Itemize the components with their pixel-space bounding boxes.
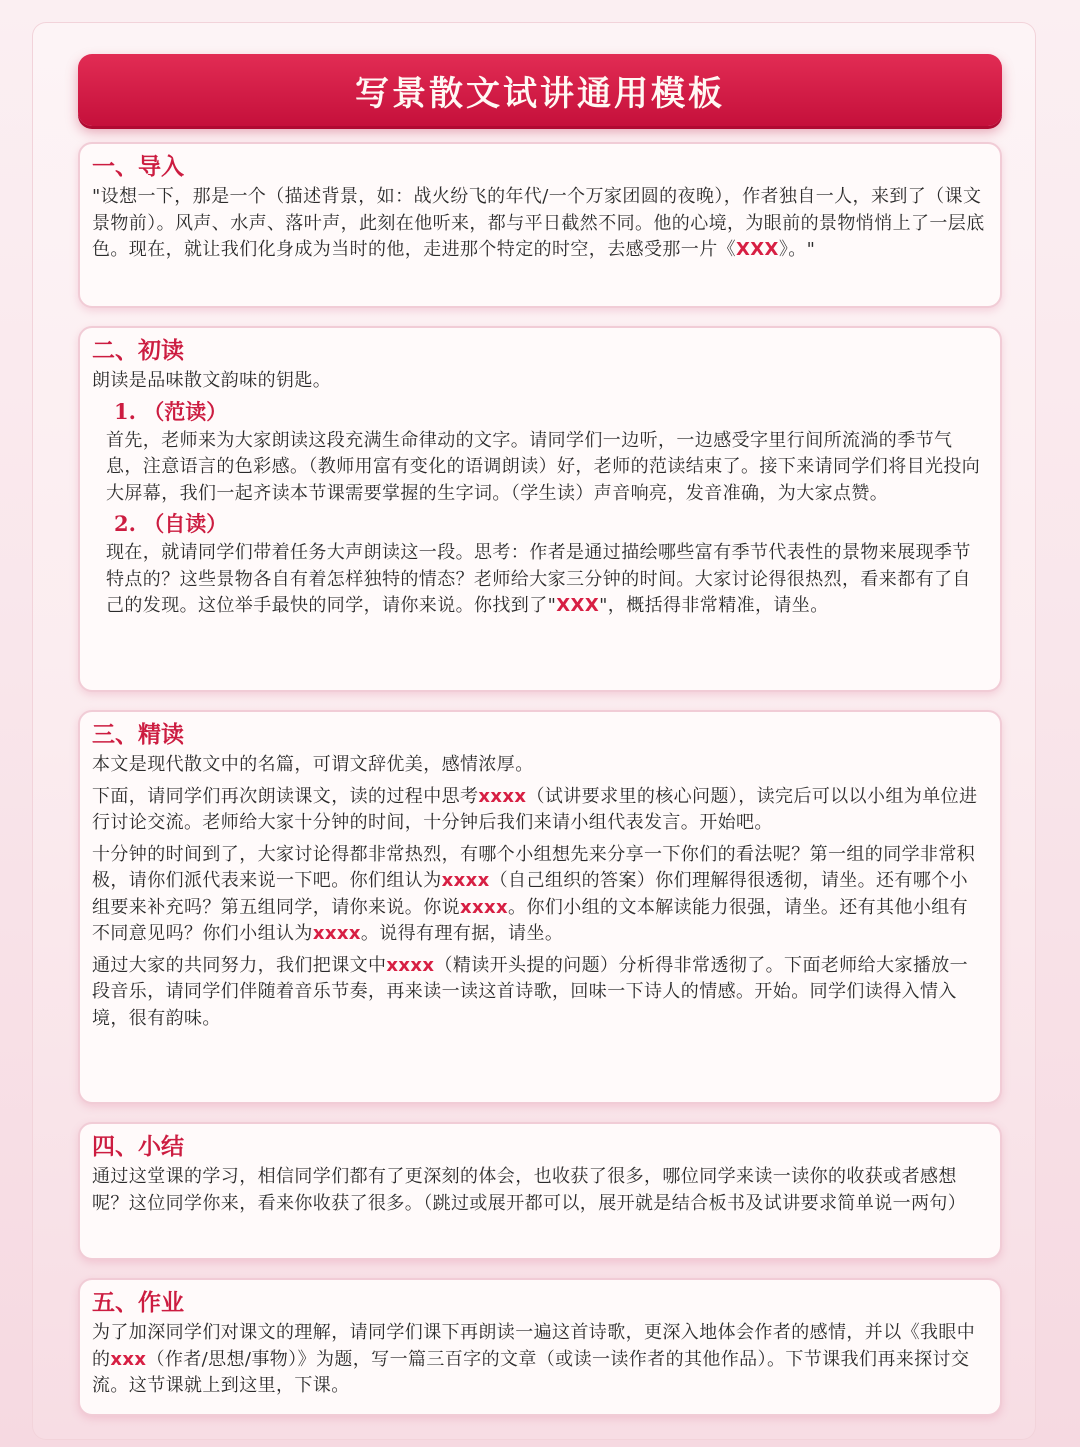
placeholder-highlight: xxxx — [386, 954, 435, 976]
section-paragraph — [92, 1320, 986, 1400]
section-heading: 一、导入 — [92, 153, 184, 180]
section-heading: 三、精读 — [92, 721, 184, 748]
placeholder-highlight: xxxx — [478, 785, 527, 807]
section-heading: 四、小结 — [92, 1133, 184, 1160]
placeholder-highlight: xxx — [110, 1348, 147, 1370]
section-intro — [78, 142, 1002, 308]
section-paragraph — [92, 842, 986, 948]
text-run: 》。" — [778, 239, 816, 260]
section-paragraph: 通过这堂课的学习，相信同学们都有了更深刻的体会，也收获了很多，哪位同学来读一读你的收获或者感想呢？这位同学你来，看来你收获了很多。（跳过或展开都可以，展开就是结合板书及试讲要求简单说一两句） — [92, 1166, 967, 1214]
text-run: 十分钟的时间到了，大家讨论得都非常热烈，有哪个小组想先来分享一下你们的看法呢？第一组的同学非常积极，请你们派代表来说一下吧。你们组认为 — [92, 843, 976, 891]
text-run: "，概括得非常精准，请坐。 — [599, 595, 829, 616]
section-close-reading — [78, 710, 1002, 1104]
title-banner — [78, 54, 1002, 126]
text-run: （试讲要求里的核心问题），读完后可以以小组为单位进行讨论交流。老师给大家十分钟的时间，十分钟后我们来请小组代表发言。开始吧。 — [92, 785, 978, 833]
placeholder-highlight: xxxx — [460, 896, 509, 918]
text-run: 。说得有理有据，请坐。 — [360, 923, 564, 944]
text-run: （作者/思想/事物）》为题，写一篇三百字的文章（或读一读作者的其他作品）。下节课我们再来探讨交流。这节课就上到这里，下课。 — [92, 1348, 970, 1396]
text-run: （精读开头提的问题）分析得非常透彻了。下面老师给大家播放一段音乐，请同学们伴随着音乐节奏，再来读一读这首诗歌，回味一下诗人的情感。开始。同学们读得入情入境，很有韵味。 — [92, 954, 969, 1029]
section-paragraph — [92, 784, 986, 837]
section-homework — [78, 1278, 1002, 1416]
section-heading: 五、作业 — [92, 1289, 184, 1316]
text-run: 通过大家的共同努力，我们把课文中 — [92, 954, 387, 976]
section-first-reading — [78, 326, 1002, 692]
placeholder-highlight: XXX — [736, 239, 779, 260]
text-run: 现在，就请同学们带着任务大声朗读这一段。思考：作者是通过描绘哪些富有季节代表性的景物来展现季节特点的？这些景物各自有着怎样独特的情态？老师给大家三分钟的时间。大家讨论得很热烈，看来都有了自己的发现。这位举手最快的同学，请你来说。你找到了" — [106, 542, 971, 616]
section-paragraph: 首先，老师来为大家朗读这段充满生命律动的文字。请同学们一边听，一边感受字里行间所流淌的季节气息，注意语言的色彩感。（教师用富有变化的语调朗读）好，老师的范读结束了。接下来请同学们将目光投向大屏幕，我们一起齐读本节课需要掌握的生字词。（学生读）声音响亮，发音准确，为大家点赞。 — [106, 429, 981, 504]
text-run: 下面，请同学们再次朗读课文，读的过程中思考 — [92, 785, 479, 807]
section-paragraph: 本文是现代散文中的名篇，可谓文辞优美，感情浓厚。 — [92, 754, 534, 775]
section-paragraph: 朗读是品味散文韵味的钥匙。 — [92, 370, 332, 391]
placeholder-highlight: XXX — [556, 595, 600, 616]
sub-heading-model-reading: 1. （范读） — [114, 398, 228, 424]
sub-heading-self-reading: 2. （自读） — [114, 511, 228, 536]
text-run: 。你们小组的文本解读能力很强，请坐。还有其他小组有不同意见吗？你们小组认为 — [92, 896, 969, 944]
placeholder-highlight: xxxx — [312, 923, 361, 944]
section-paragraph — [92, 953, 986, 1033]
page-title: 写景散文试讲通用模板 — [355, 73, 725, 114]
section-paragraph — [106, 540, 986, 620]
section-summary — [78, 1122, 1002, 1260]
placeholder-highlight: xxxx — [441, 870, 490, 891]
text-run: （自己组织的答案）你们理解得很透彻，请坐。还有哪个小组要来补充吗？第五组同学，请你来说。你说 — [92, 870, 969, 918]
text-run: 为了加深同学们对课文的理解，请同学们课下再朗读一遍这首诗歌，更深入地体会作者的感情，并以《我眼中的 — [92, 1322, 976, 1370]
section-heading: 二、初读 — [92, 337, 184, 364]
section-paragraph — [92, 184, 986, 264]
text-run: "设想一下，那是一个（描述背景，如：战火纷飞的年代/一个万家团圆的夜晚），作者独自一人，来到了（课文景物前）。风声、水声、落叶声，此刻在他听来，都与平日截然不同。他的心境，为眼前的景物悄悄上了一层底色。现在，就让我们化身成为当时的他，走进那个特定的时空，去感受那一片《 — [92, 186, 985, 260]
